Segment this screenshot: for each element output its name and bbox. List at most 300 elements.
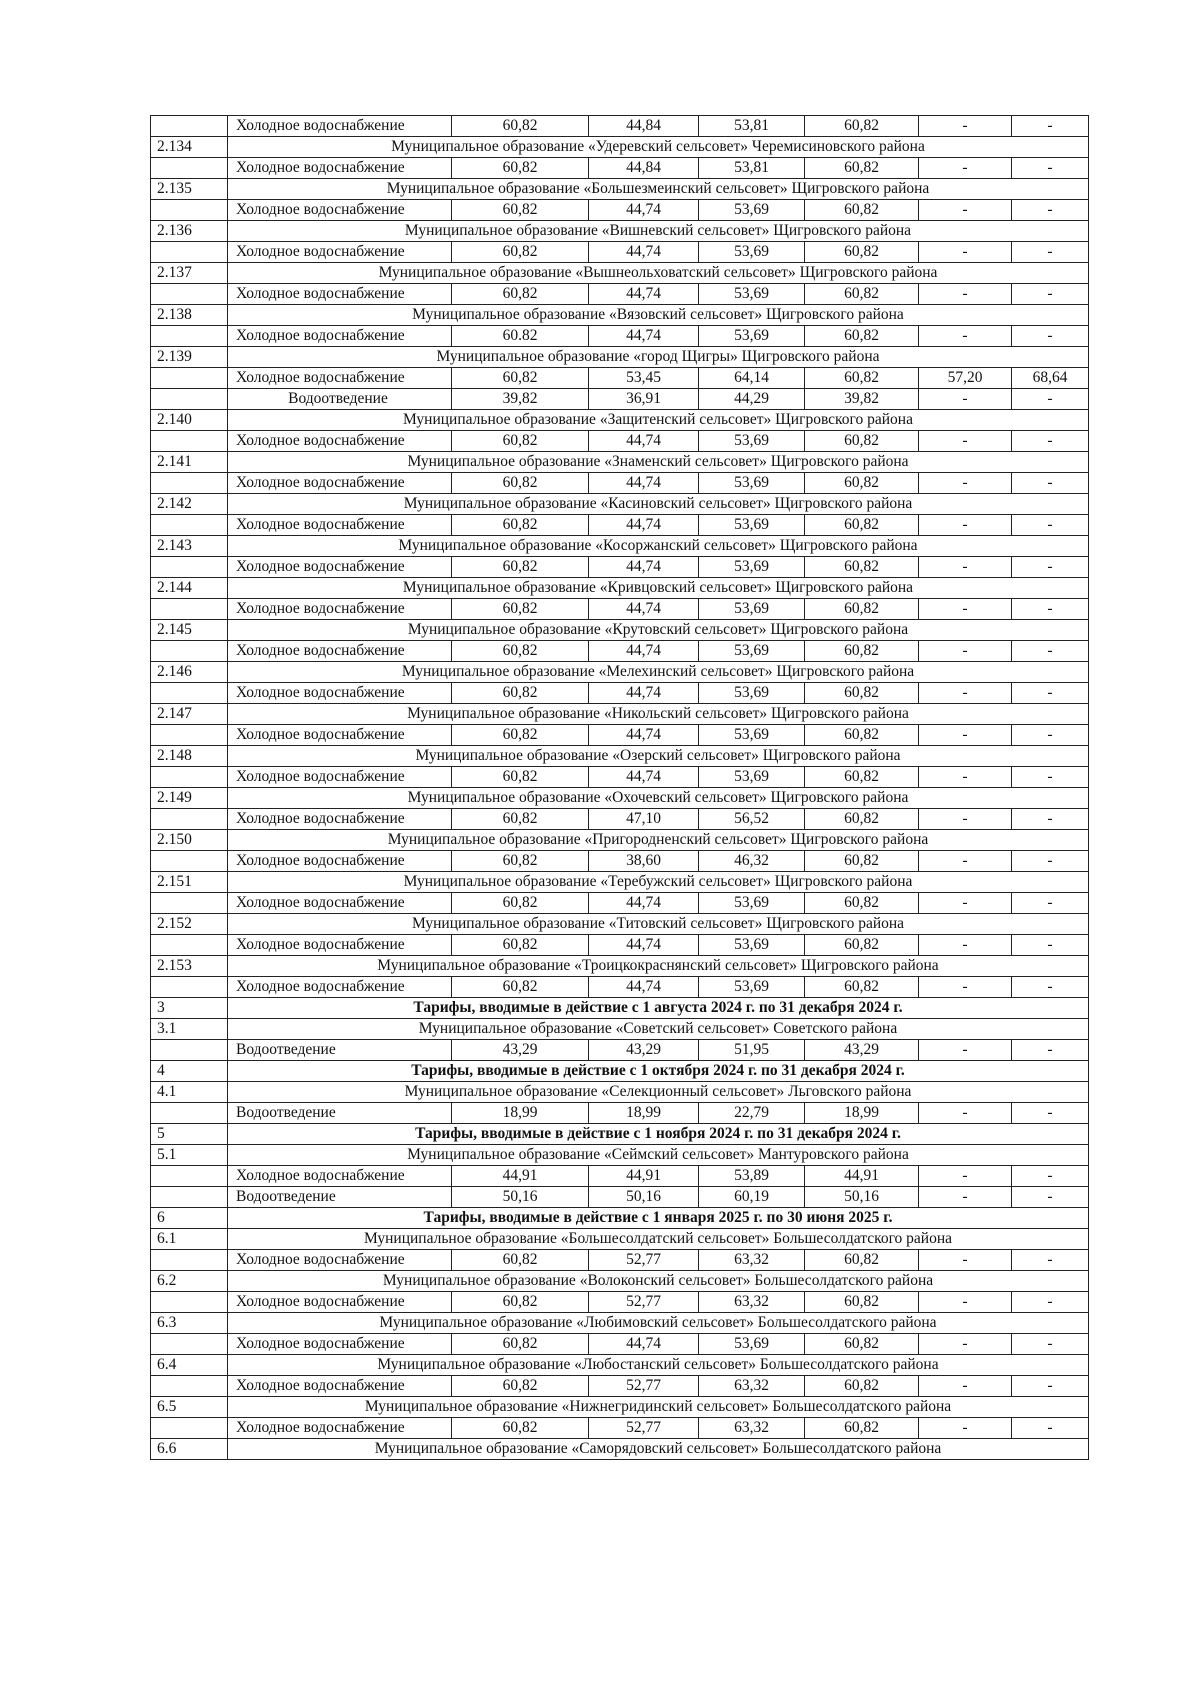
tariff-value-cell: - [919, 242, 1012, 263]
tariff-value-cell: 53,69 [699, 893, 805, 914]
municipality-header-row [151, 305, 1089, 326]
tariff-value-cell: - [1012, 1103, 1089, 1124]
tariff-value-cell: - [1012, 1292, 1089, 1313]
tariff-value-cell: 60,82 [805, 767, 919, 788]
tariff-row [151, 1292, 1089, 1313]
section-header-row [151, 1208, 1089, 1229]
tariff-value-cell: 60,82 [805, 683, 919, 704]
tariff-row [151, 725, 1089, 746]
tariff-row [151, 431, 1089, 452]
service-name-cell: Холодное водоснабжение [228, 557, 452, 578]
tariff-row [151, 641, 1089, 662]
service-name-cell: Холодное водоснабжение [228, 116, 452, 137]
tariff-row [151, 1040, 1089, 1061]
tariff-value-cell: 60,82 [805, 326, 919, 347]
tariff-value-cell: 60,82 [452, 1376, 589, 1397]
tariff-value-cell: 60,82 [805, 431, 919, 452]
municipality-header-row [151, 578, 1089, 599]
municipality-title-cell: Муниципальное образование «Теребужский сельсовет» Щигровского района [228, 872, 1089, 893]
municipality-header-row [151, 662, 1089, 683]
tariff-value-cell: 56,52 [699, 809, 805, 830]
tariff-value-cell: 44,29 [699, 389, 805, 410]
item-number-cell: 6.4 [151, 1355, 228, 1376]
municipality-header-row [151, 452, 1089, 473]
tariff-value-cell: - [1012, 116, 1089, 137]
municipality-title-cell: Муниципальное образование «Волоконский сельсовет» Большесолдатского района [228, 1271, 1089, 1292]
municipality-title-cell: Муниципальное образование «Охочевский сельсовет» Щигровского района [228, 788, 1089, 809]
municipality-title-cell: Муниципальное образование «Селекционный сельсовет» Льговского района [228, 1082, 1089, 1103]
tariff-value-cell: 53,89 [699, 1166, 805, 1187]
tariff-value-cell: - [1012, 641, 1089, 662]
service-name-cell: Холодное водоснабжение [228, 851, 452, 872]
municipality-header-row [151, 137, 1089, 158]
service-name-cell: Холодное водоснабжение [228, 1166, 452, 1187]
tariff-value-cell: - [919, 515, 1012, 536]
tariff-value-cell: - [1012, 473, 1089, 494]
tariff-value-cell: 44,91 [589, 1166, 699, 1187]
tariff-row [151, 116, 1089, 137]
tariff-value-cell: 53,69 [699, 683, 805, 704]
empty-code-cell [151, 389, 228, 410]
empty-code-cell [151, 515, 228, 536]
municipality-title-cell: Муниципальное образование «Пригородненский сельсовет» Щигровского района [228, 830, 1089, 851]
empty-code-cell [151, 1250, 228, 1271]
tariff-value-cell: - [919, 473, 1012, 494]
tariff-value-cell: 60,82 [805, 116, 919, 137]
tariff-value-cell: 18,99 [452, 1103, 589, 1124]
tariff-value-cell: 52,77 [589, 1418, 699, 1439]
tariff-row [151, 1103, 1089, 1124]
item-number-cell: 2.135 [151, 179, 228, 200]
municipality-title-cell: Муниципальное образование «Большесолдатский сельсовет» Большесолдатского района [228, 1229, 1089, 1250]
tariff-value-cell: - [1012, 725, 1089, 746]
tariff-row [151, 200, 1089, 221]
service-name-cell: Холодное водоснабжение [228, 284, 452, 305]
section-header-row [151, 998, 1089, 1019]
tariff-value-cell: 53,81 [699, 116, 805, 137]
tariff-table [150, 115, 1089, 1460]
tariff-value-cell: 53,69 [699, 200, 805, 221]
empty-code-cell [151, 1187, 228, 1208]
municipality-title-cell: Муниципальное образование «Титовский сельсовет» Щигровского района [228, 914, 1089, 935]
item-number-cell: 2.147 [151, 704, 228, 725]
tariff-row [151, 599, 1089, 620]
municipality-header-row [151, 1082, 1089, 1103]
tariff-value-cell: - [1012, 515, 1089, 536]
item-number-cell: 6.2 [151, 1271, 228, 1292]
tariff-value-cell: 60,82 [452, 809, 589, 830]
item-number-cell: 3.1 [151, 1019, 228, 1040]
tariff-row [151, 1334, 1089, 1355]
item-number-cell: 2.145 [151, 620, 228, 641]
municipality-title-cell: Муниципальное образование «Знаменский сельсовет» Щигровского района [228, 452, 1089, 473]
tariff-value-cell: - [1012, 1334, 1089, 1355]
tariff-value-cell: - [919, 809, 1012, 830]
tariff-value-cell: 22,79 [699, 1103, 805, 1124]
tariff-value-cell: 60,82 [452, 641, 589, 662]
tariff-value-cell: - [1012, 326, 1089, 347]
tariff-value-cell: 60,82 [805, 242, 919, 263]
tariff-value-cell: - [1012, 200, 1089, 221]
section-number-cell: 4 [151, 1061, 228, 1082]
tariff-value-cell: 47,10 [589, 809, 699, 830]
tariff-value-cell: - [1012, 935, 1089, 956]
tariff-value-cell: 53,69 [699, 767, 805, 788]
tariff-value-cell: 50,16 [452, 1187, 589, 1208]
tariff-value-cell: 63,32 [699, 1376, 805, 1397]
section-number-cell: 3 [151, 998, 228, 1019]
tariff-value-cell: 53,69 [699, 641, 805, 662]
service-name-cell: Водоотведение [228, 1187, 452, 1208]
municipality-header-row [151, 914, 1089, 935]
tariff-value-cell: - [919, 116, 1012, 137]
tariff-value-cell: 44,74 [589, 200, 699, 221]
tariff-value-cell: 63,32 [699, 1418, 805, 1439]
municipality-title-cell: Муниципальное образование «Защитенский сельсовет» Щигровского района [228, 410, 1089, 431]
section-number-cell: 6 [151, 1208, 228, 1229]
tariff-value-cell: 60,82 [805, 284, 919, 305]
tariff-value-cell: - [919, 1166, 1012, 1187]
tariff-value-cell: 44,91 [805, 1166, 919, 1187]
tariff-value-cell: - [919, 389, 1012, 410]
tariff-value-cell: 60,82 [452, 1418, 589, 1439]
tariff-value-cell: - [919, 1187, 1012, 1208]
municipality-title-cell: Муниципальное образование «Мелехинский сельсовет» Щигровского района [228, 662, 1089, 683]
tariff-value-cell: 43,29 [452, 1040, 589, 1061]
tariff-value-cell: 60,19 [699, 1187, 805, 1208]
tariff-row [151, 683, 1089, 704]
item-number-cell: 2.149 [151, 788, 228, 809]
tariff-value-cell: 64,14 [699, 368, 805, 389]
tariff-value-cell: 38,60 [589, 851, 699, 872]
tariff-value-cell: - [1012, 158, 1089, 179]
municipality-header-row [151, 347, 1089, 368]
municipality-header-row [151, 746, 1089, 767]
municipality-header-row [151, 1229, 1089, 1250]
municipality-header-row [151, 1397, 1089, 1418]
tariff-value-cell: - [919, 683, 1012, 704]
tariff-value-cell: 53,69 [699, 977, 805, 998]
tariff-row [151, 515, 1089, 536]
item-number-cell: 6.5 [151, 1397, 228, 1418]
tariff-value-cell: 44,74 [589, 893, 699, 914]
tariff-value-cell: 60,82 [805, 599, 919, 620]
tariff-row [151, 1250, 1089, 1271]
tariff-value-cell: - [1012, 683, 1089, 704]
tariff-value-cell: 53,81 [699, 158, 805, 179]
tariff-value-cell: 60,82 [452, 851, 589, 872]
tariff-value-cell: 53,69 [699, 284, 805, 305]
tariff-value-cell: 44,74 [589, 767, 699, 788]
tariff-value-cell: 60,82 [452, 1292, 589, 1313]
service-name-cell: Холодное водоснабжение [228, 473, 452, 494]
tariff-value-cell: 60,82 [452, 767, 589, 788]
municipality-title-cell: Муниципальное образование «Сеймский сельсовет» Мантуровского района [228, 1145, 1089, 1166]
tariff-value-cell: 44,84 [589, 158, 699, 179]
tariff-value-cell: - [1012, 557, 1089, 578]
municipality-title-cell: Муниципальное образование «Троицкокраснянский сельсовет» Щигровского района [228, 956, 1089, 977]
empty-code-cell [151, 683, 228, 704]
empty-code-cell [151, 725, 228, 746]
tariff-value-cell: 60,82 [805, 809, 919, 830]
tariff-value-cell: 60,82 [452, 116, 589, 137]
item-number-cell: 2.137 [151, 263, 228, 284]
tariff-value-cell: - [919, 326, 1012, 347]
tariff-value-cell: 44,74 [589, 641, 699, 662]
tariff-row [151, 158, 1089, 179]
tariff-value-cell: - [919, 431, 1012, 452]
municipality-header-row [151, 620, 1089, 641]
empty-code-cell [151, 599, 228, 620]
tariff-value-cell: 60,82 [452, 431, 589, 452]
municipality-title-cell: Муниципальное образование «Крутовский сельсовет» Щигровского района [228, 620, 1089, 641]
tariff-value-cell: 60,82 [452, 368, 589, 389]
tariff-row [151, 1187, 1089, 1208]
tariff-row [151, 893, 1089, 914]
item-number-cell: 2.152 [151, 914, 228, 935]
service-name-cell: Холодное водоснабжение [228, 1418, 452, 1439]
tariff-value-cell: 46,32 [699, 851, 805, 872]
tariff-value-cell: 60,82 [452, 725, 589, 746]
tariff-value-cell: - [919, 767, 1012, 788]
tariff-value-cell: 60,82 [452, 893, 589, 914]
tariff-value-cell: - [919, 725, 1012, 746]
tariff-value-cell: 60,82 [805, 1334, 919, 1355]
municipality-title-cell: Муниципальное образование «Косоржанский сельсовет» Щигровского района [228, 536, 1089, 557]
municipality-title-cell: Муниципальное образование «Советский сельсовет» Советского района [228, 1019, 1089, 1040]
service-name-cell: Холодное водоснабжение [228, 599, 452, 620]
tariff-value-cell: - [919, 200, 1012, 221]
municipality-header-row [151, 1145, 1089, 1166]
tariff-row [151, 473, 1089, 494]
item-number-cell: 2.150 [151, 830, 228, 851]
tariff-value-cell: 44,91 [452, 1166, 589, 1187]
tariff-value-cell: 18,99 [805, 1103, 919, 1124]
tariff-value-cell: 43,29 [589, 1040, 699, 1061]
tariff-value-cell: 60,82 [805, 935, 919, 956]
service-name-cell: Холодное водоснабжение [228, 326, 452, 347]
tariff-value-cell: 60,82 [805, 1250, 919, 1271]
tariff-value-cell: 60,82 [452, 158, 589, 179]
empty-code-cell [151, 977, 228, 998]
tariff-value-cell: - [919, 935, 1012, 956]
tariff-value-cell: - [1012, 431, 1089, 452]
municipality-header-row [151, 1355, 1089, 1376]
empty-code-cell [151, 557, 228, 578]
tariff-row [151, 809, 1089, 830]
empty-code-cell [151, 1292, 228, 1313]
empty-code-cell [151, 1334, 228, 1355]
empty-code-cell [151, 326, 228, 347]
tariff-value-cell: 36,91 [589, 389, 699, 410]
service-name-cell: Водоотведение [228, 389, 452, 410]
tariff-value-cell: 44,74 [589, 242, 699, 263]
tariff-value-cell: - [919, 1376, 1012, 1397]
municipality-header-row [151, 263, 1089, 284]
tariff-value-cell: 52,77 [589, 1376, 699, 1397]
tariff-value-cell: 57,20 [919, 368, 1012, 389]
tariff-value-cell: - [1012, 242, 1089, 263]
item-number-cell: 4.1 [151, 1082, 228, 1103]
municipality-title-cell: Муниципальное образование «Вишневский сельсовет» Щигровского района [228, 221, 1089, 242]
tariff-value-cell: 53,69 [699, 431, 805, 452]
tariff-value-cell: 52,77 [589, 1292, 699, 1313]
section-header-row [151, 1061, 1089, 1082]
item-number-cell: 2.140 [151, 410, 228, 431]
tariff-value-cell: 60,82 [452, 599, 589, 620]
tariff-value-cell: 44,74 [589, 284, 699, 305]
municipality-header-row [151, 956, 1089, 977]
tariff-value-cell: - [1012, 851, 1089, 872]
municipality-title-cell: Муниципальное образование «Большезмеинский сельсовет» Щигровского района [228, 179, 1089, 200]
tariff-value-cell: 39,82 [452, 389, 589, 410]
section-title-cell: Тарифы, вводимые в действие с 1 ноября 2024 г. по 31 декабря 2024 г. [228, 1124, 1089, 1145]
tariff-value-cell: - [919, 851, 1012, 872]
municipality-title-cell: Муниципальное образование «Вышнеольховатский сельсовет» Щигровского района [228, 263, 1089, 284]
municipality-header-row [151, 830, 1089, 851]
tariff-value-cell: 60,82 [805, 1418, 919, 1439]
tariff-value-cell: 53,69 [699, 557, 805, 578]
tariff-value-cell: 53,69 [699, 935, 805, 956]
item-number-cell: 2.134 [151, 137, 228, 158]
municipality-title-cell: Муниципальное образование «Любостанский сельсовет» Большесолдатского района [228, 1355, 1089, 1376]
tariff-value-cell: - [919, 158, 1012, 179]
tariff-value-cell: - [919, 1250, 1012, 1271]
municipality-header-row [151, 1313, 1089, 1334]
service-name-cell: Холодное водоснабжение [228, 935, 452, 956]
tariff-value-cell: 44,74 [589, 683, 699, 704]
municipality-title-cell: Муниципальное образование «Кривцовский сельсовет» Щигровского района [228, 578, 1089, 599]
item-number-cell: 2.139 [151, 347, 228, 368]
empty-code-cell [151, 242, 228, 263]
tariff-row [151, 557, 1089, 578]
tariff-value-cell: - [919, 557, 1012, 578]
tariff-value-cell: - [919, 1418, 1012, 1439]
municipality-header-row [151, 536, 1089, 557]
municipality-header-row [151, 1439, 1089, 1460]
tariff-value-cell: - [1012, 893, 1089, 914]
tariff-value-cell: - [919, 284, 1012, 305]
tariff-value-cell: 53,69 [699, 326, 805, 347]
item-number-cell: 2.136 [151, 221, 228, 242]
service-name-cell: Холодное водоснабжение [228, 242, 452, 263]
tariff-value-cell: - [1012, 1166, 1089, 1187]
section-title-cell: Тарифы, вводимые в действие с 1 августа 2024 г. по 31 декабря 2024 г. [228, 998, 1089, 1019]
tariff-value-cell: 63,32 [699, 1292, 805, 1313]
tariff-row [151, 935, 1089, 956]
empty-code-cell [151, 158, 228, 179]
tariff-value-cell: 60,82 [805, 200, 919, 221]
tariff-value-cell: 60,82 [452, 935, 589, 956]
tariff-value-cell: - [919, 893, 1012, 914]
tariff-value-cell: 44,74 [589, 977, 699, 998]
tariff-value-cell: 44,74 [589, 935, 699, 956]
empty-code-cell [151, 200, 228, 221]
service-name-cell: Холодное водоснабжение [228, 641, 452, 662]
tariff-value-cell: 44,74 [589, 725, 699, 746]
tariff-value-cell: 44,74 [589, 326, 699, 347]
service-name-cell: Холодное водоснабжение [228, 431, 452, 452]
tariff-value-cell: 50,16 [805, 1187, 919, 1208]
tariff-value-cell: 44,74 [589, 599, 699, 620]
tariff-value-cell: 60,82 [452, 557, 589, 578]
tariff-value-cell: 53,69 [699, 1334, 805, 1355]
municipality-title-cell: Муниципальное образование «Саморядовский сельсовет» Большесолдатского района [228, 1439, 1089, 1460]
municipality-title-cell: Муниципальное образование «Озерский сельсовет» Щигровского района [228, 746, 1089, 767]
item-number-cell: 6.3 [151, 1313, 228, 1334]
municipality-header-row [151, 179, 1089, 200]
tariff-value-cell: 44,74 [589, 431, 699, 452]
tariff-value-cell: 60,82 [805, 851, 919, 872]
service-name-cell: Холодное водоснабжение [228, 1250, 452, 1271]
empty-code-cell [151, 1376, 228, 1397]
tariff-value-cell: 60,82 [452, 683, 589, 704]
municipality-title-cell: Муниципальное образование «Вязовский сельсовет» Щигровского района [228, 305, 1089, 326]
tariff-value-cell: 53,45 [589, 368, 699, 389]
tariff-value-cell: 53,69 [699, 599, 805, 620]
tariff-value-cell: 60,82 [452, 515, 589, 536]
municipality-header-row [151, 788, 1089, 809]
tariff-value-cell: 63,32 [699, 1250, 805, 1271]
tariff-value-cell: 60.82 [452, 326, 589, 347]
municipality-title-cell: Муниципальное образование «Удеревский сельсовет» Черемисиновского района [228, 137, 1089, 158]
tariff-value-cell: 60,82 [805, 1292, 919, 1313]
tariff-value-cell: 60,82 [805, 473, 919, 494]
tariff-value-cell: 53,69 [699, 515, 805, 536]
tariff-value-cell: 44,74 [589, 557, 699, 578]
tariff-row [151, 368, 1089, 389]
tariff-value-cell: 60,82 [452, 242, 589, 263]
tariff-value-cell: 60,82 [805, 158, 919, 179]
section-title-cell: Тарифы, вводимые в действие с 1 октября 2024 г. по 31 декабря 2024 г. [228, 1061, 1089, 1082]
item-number-cell: 2.153 [151, 956, 228, 977]
item-number-cell: 2.143 [151, 536, 228, 557]
empty-code-cell [151, 284, 228, 305]
service-name-cell: Холодное водоснабжение [228, 767, 452, 788]
tariff-value-cell: 60,82 [452, 284, 589, 305]
tariff-value-cell: - [1012, 1418, 1089, 1439]
service-name-cell: Холодное водоснабжение [228, 1292, 452, 1313]
service-name-cell: Холодное водоснабжение [228, 809, 452, 830]
tariff-value-cell: 53,69 [699, 242, 805, 263]
service-name-cell: Холодное водоснабжение [228, 1334, 452, 1355]
municipality-header-row [151, 410, 1089, 431]
tariff-value-cell: 44,84 [589, 116, 699, 137]
empty-code-cell [151, 767, 228, 788]
tariff-value-cell: 53,69 [699, 725, 805, 746]
tariff-value-cell: - [1012, 809, 1089, 830]
municipality-title-cell: Муниципальное образование «Касиновский сельсовет» Щигровского района [228, 494, 1089, 515]
empty-code-cell [151, 368, 228, 389]
item-number-cell: 5.1 [151, 1145, 228, 1166]
section-title-cell: Тарифы, вводимые в действие с 1 января 2025 г. по 30 июня 2025 г. [228, 1208, 1089, 1229]
tariff-value-cell: 60,82 [452, 473, 589, 494]
tariff-value-cell: 60,82 [452, 977, 589, 998]
tariff-value-cell: 60,82 [805, 515, 919, 536]
empty-code-cell [151, 431, 228, 452]
municipality-title-cell: Муниципальное образование «Никольский сельсовет» Щигровского района [228, 704, 1089, 725]
tariff-value-cell: - [1012, 1250, 1089, 1271]
tariff-value-cell: - [1012, 389, 1089, 410]
tariff-value-cell: - [1012, 1040, 1089, 1061]
item-number-cell: 2.151 [151, 872, 228, 893]
tariff-value-cell: 60,82 [452, 200, 589, 221]
tariff-value-cell: 60,82 [805, 641, 919, 662]
item-number-cell: 2.141 [151, 452, 228, 473]
tariff-row [151, 851, 1089, 872]
service-name-cell: Холодное водоснабжение [228, 200, 452, 221]
tariff-value-cell: 60,82 [805, 557, 919, 578]
